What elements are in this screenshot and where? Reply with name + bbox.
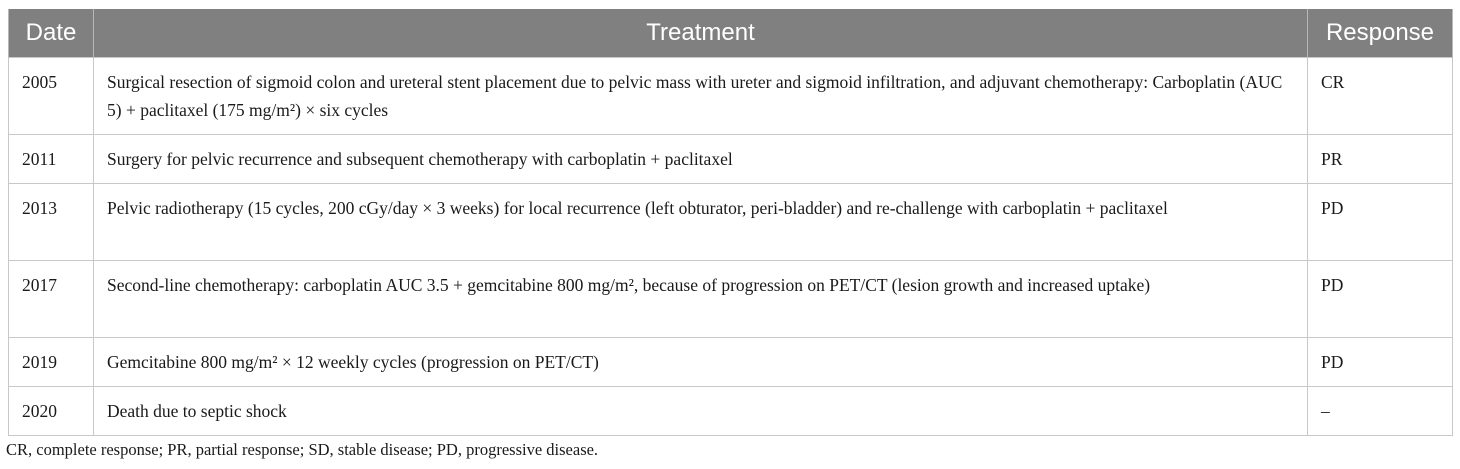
table-row: [9, 58, 1453, 135]
treatment-table-container: [8, 9, 1452, 436]
header-date: Date: [9, 9, 94, 58]
cell-response: PD: [1308, 184, 1453, 261]
cell-treatment: Pelvic radiotherapy (15 cycles, 200 cGy/day × 3 weeks) for local recurrence (left obturator, peri-bladder) and re-challenge with carboplatin + paclitaxel: [94, 184, 1308, 261]
cell-date: 2011: [9, 135, 94, 184]
table-footnote: CR, complete response; PR, partial response; SD, stable disease; PD, progressive disease.: [6, 440, 599, 459]
cell-treatment: Death due to septic shock: [94, 387, 1308, 436]
header-response: Response: [1308, 9, 1453, 58]
cell-response: –: [1308, 387, 1453, 436]
header-row: [9, 9, 1453, 58]
cell-date: 2013: [9, 184, 94, 261]
cell-date: 2019: [9, 338, 94, 387]
table-row: [9, 135, 1453, 184]
treatment-table: [8, 9, 1453, 436]
table-row: [9, 261, 1453, 338]
table-header: [9, 9, 1453, 58]
cell-treatment: Surgical resection of sigmoid colon and ureteral stent placement due to pelvic mass with ureter and sigmoid infiltration, and adjuvant chemotherapy: Carboplatin (AUC 5) + paclitaxel (175 mg/m²) × six cycles: [94, 58, 1308, 135]
cell-date: 2005: [9, 58, 94, 135]
cell-date: 2017: [9, 261, 94, 338]
header-treatment: Treatment: [94, 9, 1308, 58]
cell-response: PR: [1308, 135, 1453, 184]
table-row: [9, 184, 1453, 261]
cell-date: 2020: [9, 387, 94, 436]
table-row: [9, 338, 1453, 387]
cell-response: PD: [1308, 338, 1453, 387]
cell-treatment: Surgery for pelvic recurrence and subsequent chemotherapy with carboplatin + paclitaxel: [94, 135, 1308, 184]
cell-treatment: Gemcitabine 800 mg/m² × 12 weekly cycles (progression on PET/CT): [94, 338, 1308, 387]
cell-response: PD: [1308, 261, 1453, 338]
table-row: [9, 387, 1453, 436]
cell-treatment: Second-line chemotherapy: carboplatin AUC 3.5 + gemcitabine 800 mg/m², because of progression on PET/CT (lesion growth and increased uptake): [94, 261, 1308, 338]
cell-response: CR: [1308, 58, 1453, 135]
table-body: [9, 58, 1453, 436]
